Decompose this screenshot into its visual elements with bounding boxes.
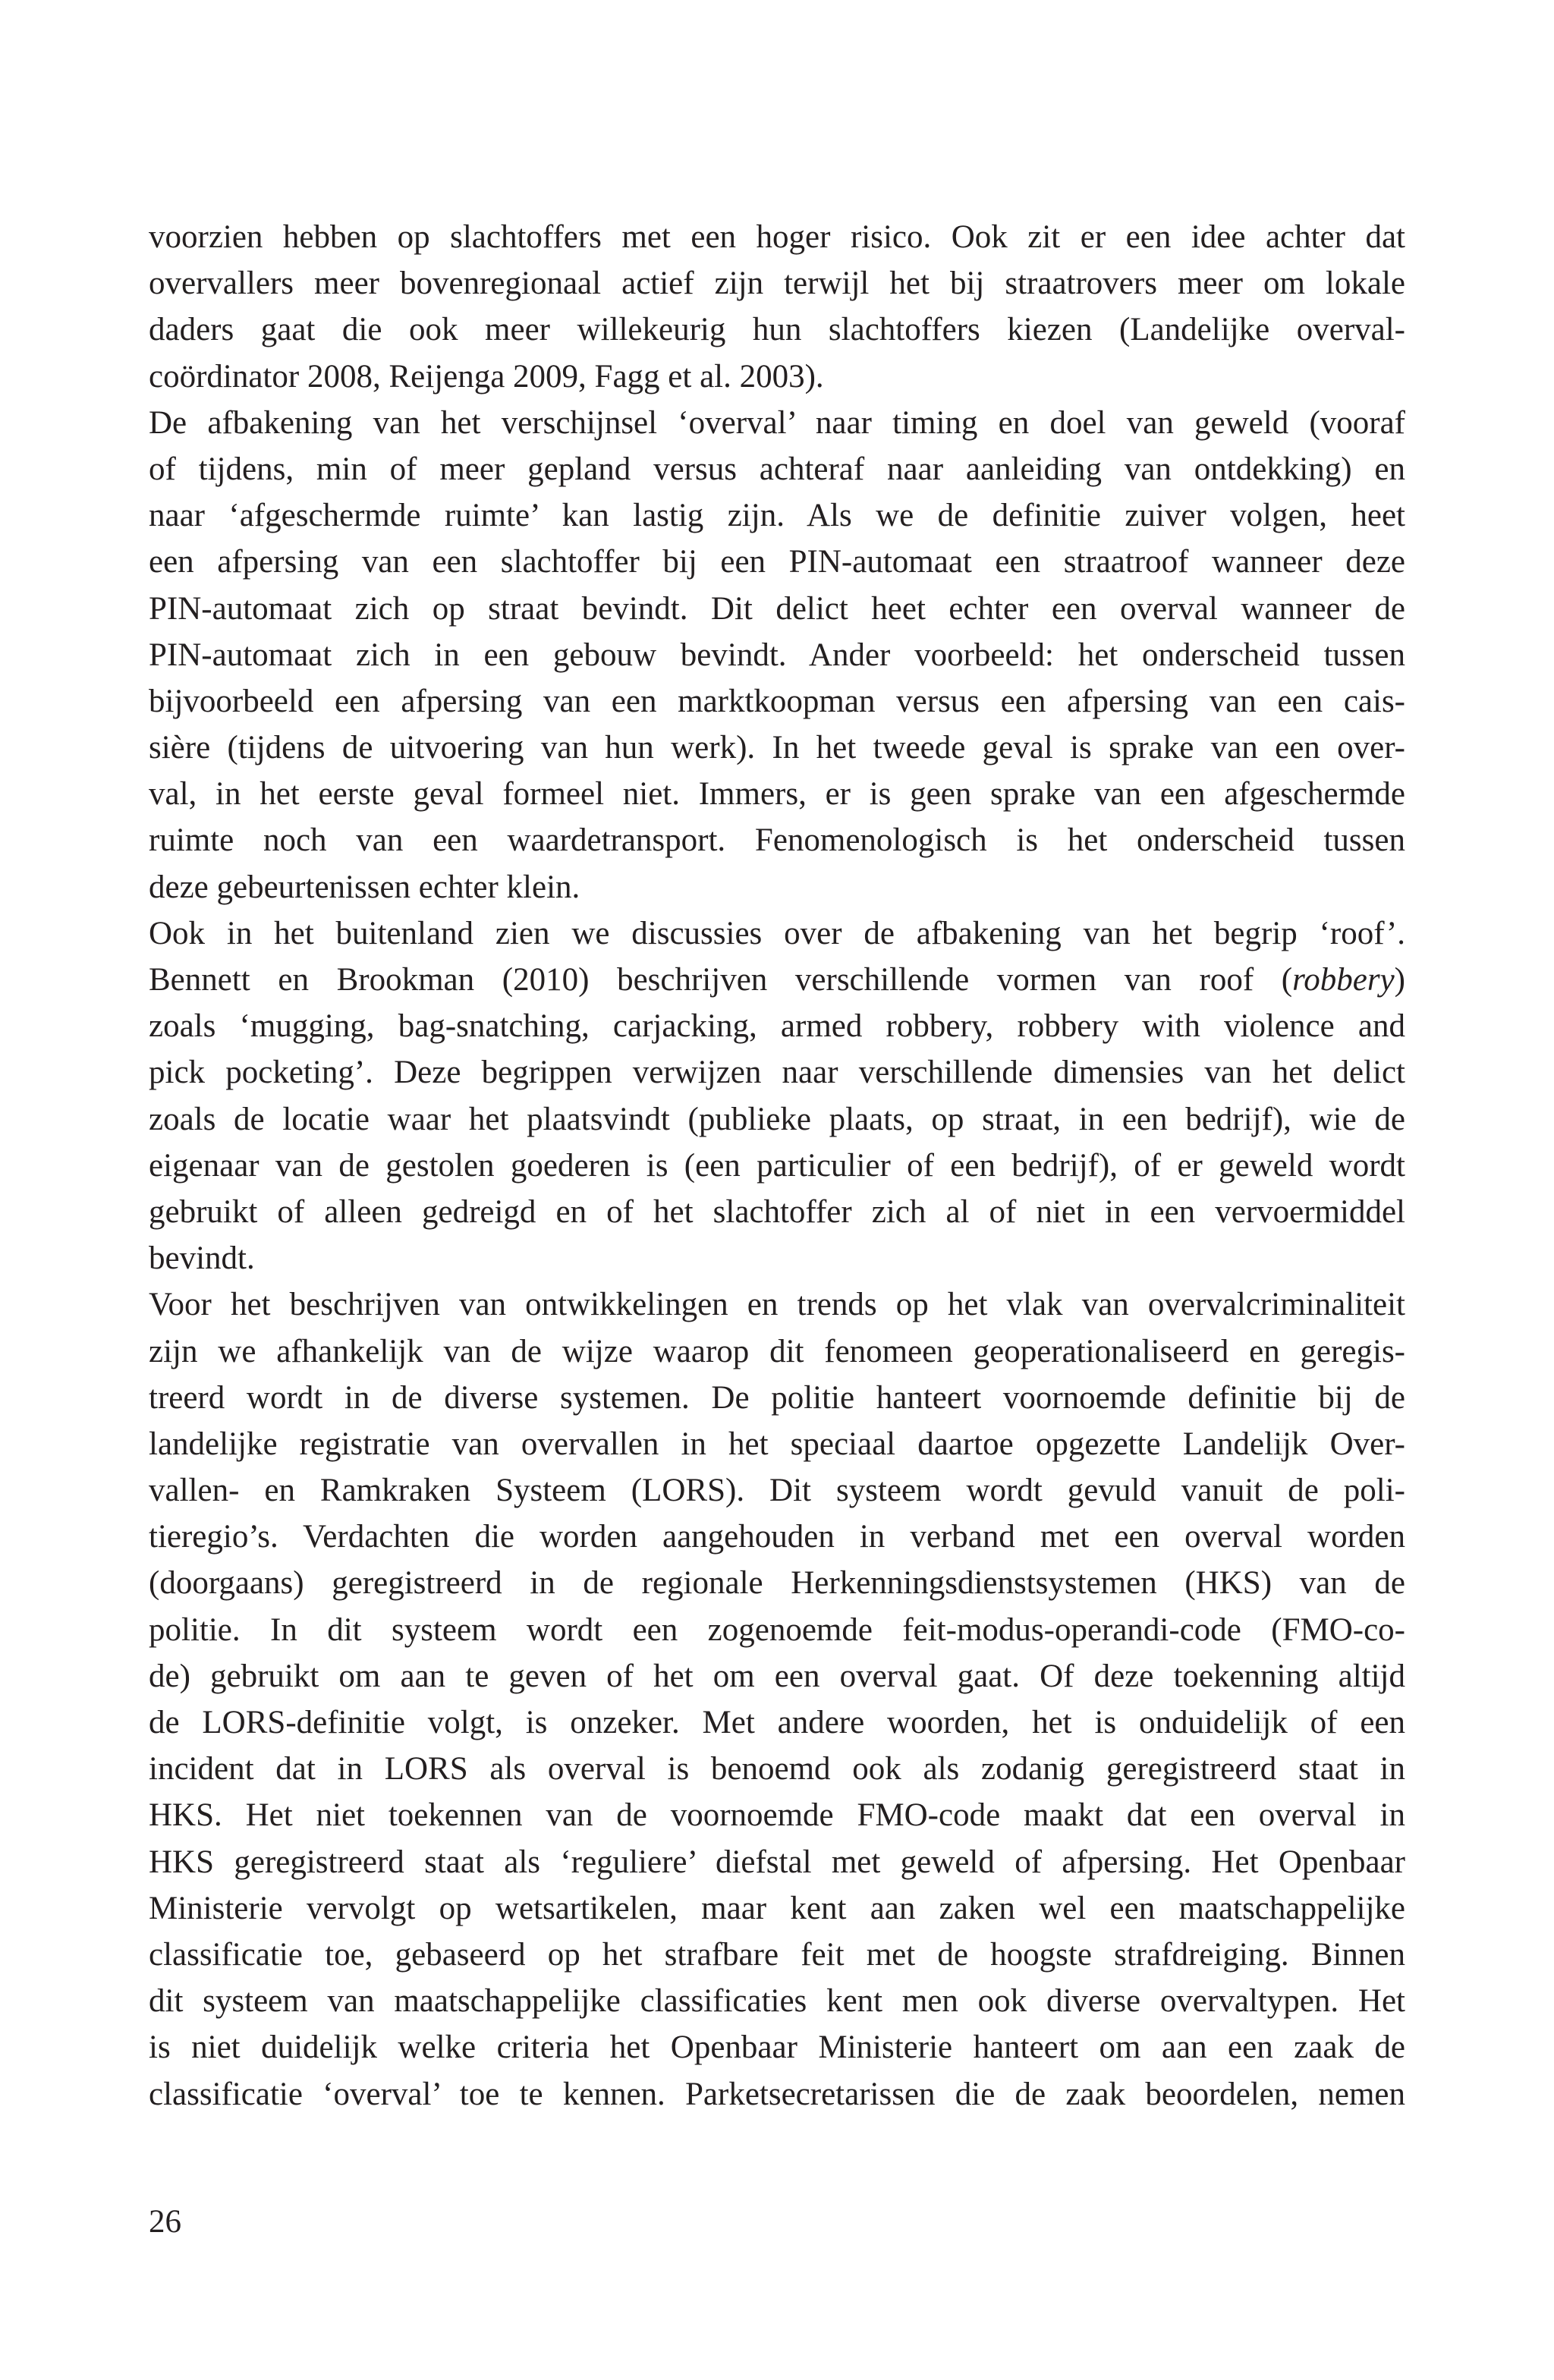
text-line: classificatie toe, gebaseerd op het strafbare feit met de hoogste strafdreiging. Binnen	[149, 1936, 1405, 1973]
text-line: dit systeem van maatschappelijke classificaties kent men ook diverse overvaltypen. Het	[149, 1983, 1405, 2020]
text-line: treerd wordt in de diverse systemen. De politie hanteert voornoemde definitie bij de	[149, 1379, 1405, 1416]
text-line: sière (tijdens de uitvoering van hun werk). In het tweede geval is sprake van een over-	[149, 730, 1405, 766]
text-line: classificatie ‘overval’ toe te kennen. Parketsecretarissen die de zaak beoordelen, nemen	[149, 2076, 1405, 2112]
text-line: zijn we afhankelijk van de wijze waarop dit fenomeen geoperationaliseerd en geregis-	[149, 1333, 1405, 1369]
paragraph-2	[149, 400, 1405, 910]
text-line: bijvoorbeeld een afpersing van een marktkoopman versus een afpersing van een cais-	[149, 683, 1405, 719]
text-line: deze gebeurtenissen echter klein.	[149, 869, 580, 905]
paragraph-1	[149, 214, 1405, 400]
text-line: de) gebruikt om aan te geven of het om een overval gaat. Of deze toekenning altijd	[149, 1658, 1405, 1694]
text-line: landelijke registratie van overvallen in het speciaal daartoe opgezette Landelijk Over-	[149, 1426, 1405, 1462]
text-line: Ook in het buitenland zien we discussies over de afbakening van het begrip ‘roof’.	[149, 915, 1405, 951]
text-line: voorzien hebben op slachtoffers met een hoger risico. Ook zit er een idee achter dat	[149, 219, 1405, 255]
text-line: is niet duidelijk welke criteria het Openbaar Ministerie hanteert om aan een zaak de	[149, 2029, 1405, 2066]
line-segment: Bennett en Brookman (2010) beschrijven verschillende vormen van roof (	[149, 962, 1293, 998]
text-line: naar ‘afgeschermde ruimte’ kan lastig zijn. Als we de definitie zuiver volgen, heet	[149, 498, 1405, 534]
text-line: een afpersing van een slachtoffer bij een PIN-automaat een straatroof wanneer deze	[149, 544, 1405, 580]
text-line: overvallers meer bovenregionaal actief zijn terwijl het bij straatrovers meer om lokale	[149, 266, 1405, 302]
text-line: Ministerie vervolgt op wetsartikelen, maar kent aan zaken wel een maatschappelijke	[149, 1890, 1405, 1926]
text-line: ruimte noch van een waardetransport. Fenomenologisch is het onderscheid tussen	[149, 822, 1405, 859]
text-line: tieregio’s. Verdachten die worden aangehouden in verband met een overval worden	[149, 1519, 1405, 1555]
text-line: bevindt.	[149, 1240, 255, 1277]
text-line: De afbakening van het verschijnsel ‘overval’ naar timing en doel van geweld (vooraf	[149, 404, 1405, 441]
text-line: val, in het eerste geval formeel niet. Immers, er is geen sprake van een afgeschermde	[149, 776, 1405, 813]
text-line: HKS geregistreerd staat als ‘reguliere’ diefstal met geweld of afpersing. Het Openbaar	[149, 1844, 1405, 1880]
text-line: vallen- en Ramkraken Systeem (LORS). Dit systeem wordt gevuld vanuit de poli-	[149, 1473, 1405, 1509]
text-line: eigenaar van de gestolen goederen is (een particulier of een bedrijf), of er geweld wordt	[149, 1147, 1405, 1184]
text-line: zoals ‘mugging, bag-snatching, carjacking, armed robbery, robbery with violence and	[149, 1008, 1405, 1045]
page-body	[149, 214, 1405, 2117]
text-line: PIN-automaat zich op straat bevindt. Dit delict heet echter een overval wanneer de	[149, 590, 1405, 627]
text-line: of tijdens, min of meer gepland versus achteraf naar aanleiding van ontdekking) en	[149, 451, 1405, 487]
text-line: Voor het beschrijven van ontwikkelingen en trends op het vlak van overvalcriminaliteit	[149, 1287, 1405, 1323]
page-number: 26	[149, 2204, 181, 2240]
italic-term: robbery	[1292, 962, 1395, 998]
text-line: zoals de locatie waar het plaatsvindt (publieke plaats, op straat, in een bedrijf), wie de	[149, 1101, 1405, 1137]
text-line-with-italic	[149, 957, 1405, 1003]
line-segment: )	[1394, 962, 1405, 998]
paragraph-4	[149, 1281, 1405, 2117]
text-line: coördinator 2008, Reijenga 2009, Fagg et al. 2003).	[149, 358, 824, 395]
text-line: incident dat in LORS als overval is benoemd ook als zodanig geregistreerd staat in	[149, 1751, 1405, 1787]
text-line: de LORS-definitie volgt, is onzeker. Met andere woorden, het is onduidelijk of een	[149, 1705, 1405, 1740]
text-line: PIN-automaat zich in een gebouw bevindt. Ander voorbeeld: het onderscheid tussen	[149, 637, 1405, 673]
text-line: gebruikt of alleen gedreigd en of het slachtoffer zich al of niet in een vervoermiddel	[149, 1193, 1405, 1230]
text-line: pick pocketing’. Deze begrippen verwijzen naar verschillende dimensies van het delict	[149, 1055, 1405, 1091]
text-line: HKS. Het niet toekennen van de voornoemde FMO-code maakt dat een overval in	[149, 1797, 1405, 1834]
text-line: (doorgaans) geregistreerd in de regionale Herkenningsdienstsystemen (HKS) van de	[149, 1565, 1405, 1602]
paragraph-3	[149, 910, 1405, 1282]
text-line: politie. In dit systeem wordt een zogenoemde feit-modus-operandi-code (FMO-co-	[149, 1611, 1405, 1648]
text-line: daders gaat die ook meer willekeurig hun slachtoffers kiezen (Landelijke overval-	[149, 312, 1405, 348]
